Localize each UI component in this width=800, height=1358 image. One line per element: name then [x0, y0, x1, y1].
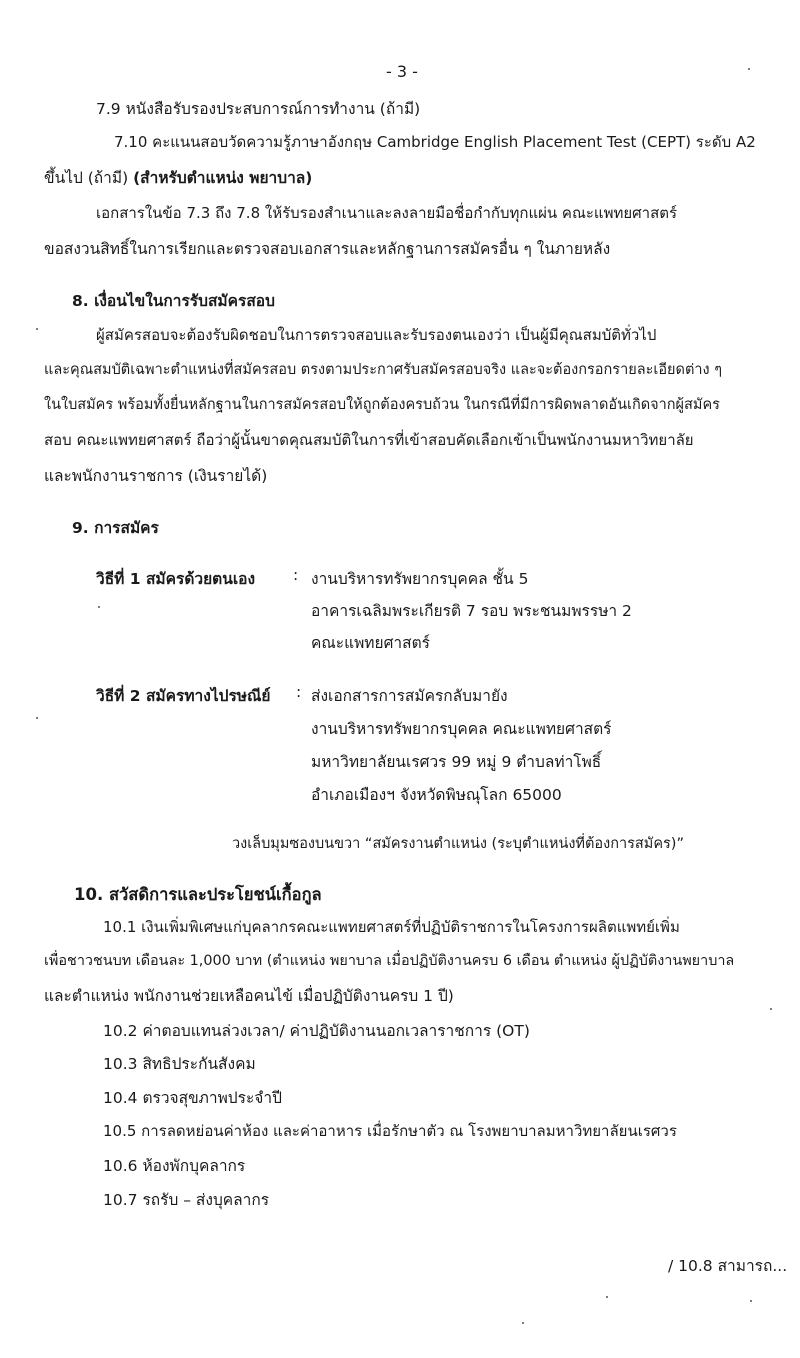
- item-7-9: 7.9 หนังสือรับรองประสบการณ์การทำงาน (ถ้ามี): [96, 100, 421, 118]
- method-1-colon: :: [293, 566, 299, 584]
- scan-speck: [522, 1322, 524, 1324]
- item-10-5: 10.5 การลดหย่อนค่าห้อง และค่าอาหาร เมื่อรักษาตัว ณ โรงพยาบาลมหาวิทยาลัยนเรศวร: [103, 1122, 677, 1140]
- scan-speck: [606, 1296, 608, 1298]
- method-1-label: วิธีที่ 1 สมัครด้วยตนเอง: [96, 570, 256, 588]
- item-10-2: 10.2 ค่าตอบแทนล่วงเวลา/ ค่าปฏิบัติงานนอกเวลาราชการ (OT): [103, 1022, 530, 1040]
- section-8-line4: สอบ คณะแพทยศาสตร์ ถือว่าผู้นั้นขาดคุณสมบัติในการที่เข้าสอบคัดเลือกเข้าเป็นพนักงานมหาวิทยาลัย: [44, 431, 694, 449]
- item-10-3: 10.3 สิทธิประกันสังคม: [103, 1055, 256, 1073]
- scan-speck: [750, 1300, 752, 1302]
- scan-speck: [770, 1008, 772, 1010]
- method-1-address-line1: งานบริหารทรัพยากรบุคคล ชั้น 5: [311, 570, 529, 588]
- item-10-1-line1: 10.1 เงินเพิ่มพิเศษแก่บุคลากรคณะแพทยศาสตร์ที่ปฏิบัติราชการในโครงการผลิตแพทย์เพิ่ม: [103, 918, 680, 936]
- section-10-heading: 10. สวัสดิการและประโยชน์เกื้อกูล: [74, 885, 322, 904]
- section-8-line2: และคุณสมบัติเฉพาะตำแหน่งที่สมัครสอบ ตรงตามประกาศรับสมัครสอบจริง และจะต้องกรอกรายละเอียดต่าง ๆ: [44, 362, 723, 378]
- method-2-address-line2: งานบริหารทรัพยากรบุคคล คณะแพทยศาสตร์: [311, 720, 612, 738]
- item-10-1-line2: เพื่อชาวชนบท เดือนละ 1,000 บาท (ตำแหน่ง พยาบาล เมื่อปฏิบัติงานครบ 6 เดือน ตำแหน่ง ผู้ปฏิบัติงานพยาบาล: [44, 953, 735, 969]
- section-8-line1: ผู้สมัครสอบจะต้องรับผิดชอบในการตรวจสอบและรับรองตนเองว่า เป็นผู้มีคุณสมบัติทั่วไป: [96, 326, 657, 344]
- envelope-note: วงเล็บมุมซองบนขวา “สมัครงานตำแหน่ง (ระบุตำแหน่งที่ต้องการสมัคร)”: [232, 836, 684, 852]
- item-7-10-bold: (สำหรับตำแหน่ง พยาบาล): [133, 169, 313, 187]
- item-7-10-line1: 7.10 คะแนนสอบวัดความรู้ภาษาอังกฤษ Cambridge English Placement Test (CEPT) ระดับ A2: [114, 133, 756, 151]
- method-2-address-line1: ส่งเอกสารการสมัครกลับมายัง: [311, 687, 508, 705]
- method-2-address-line4: อำเภอเมืองฯ จังหวัดพิษณุโลก 65000: [311, 786, 562, 804]
- item-10-6: 10.6 ห้องพักบุคลากร: [103, 1157, 246, 1175]
- method-2-label: วิธีที่ 2 สมัครทางไปรษณีย์: [96, 687, 271, 705]
- method-2-address-line3: มหาวิทยาลัยนเรศวร 99 หมู่ 9 ตำบลท่าโพธิ์: [311, 753, 602, 771]
- scan-speck: [36, 717, 38, 719]
- doc-note-line2: ขอสงวนสิทธิ์ในการเรียกและตรวจสอบเอกสารและหลักฐานการสมัครอื่น ๆ ในภายหลัง: [44, 240, 611, 258]
- doc-note-line1: เอกสารในข้อ 7.3 ถึง 7.8 ให้รับรองสำเนาและลงลายมือชื่อกำกับทุกแผ่น คณะแพทยศาสตร์: [96, 204, 678, 222]
- item-10-4: 10.4 ตรวจสุขภาพประจำปี: [103, 1089, 282, 1107]
- section-8-line5: และพนักงานราชการ (เงินรายได้): [44, 467, 268, 485]
- method-1-address-line3: คณะแพทยศาสตร์: [311, 634, 430, 652]
- scan-speck: [748, 68, 750, 70]
- section-8-heading: 8. เงื่อนไขในการรับสมัครสอบ: [72, 292, 275, 310]
- scan-speck: [98, 606, 100, 608]
- item-7-10-line2: [44, 165, 312, 190]
- method-2-colon: :: [296, 683, 302, 701]
- section-8-line3: ในใบสมัคร พร้อมทั้งยื่นหลักฐานในการสมัครสอบให้ถูกต้องครบถ้วน ในกรณีที่มีการผิดพลาดอันเกิดจากผู้สมัคร: [44, 397, 720, 413]
- item-10-1-line3: และตำแหน่ง พนักงานช่วยเหลือคนไข้ เมื่อปฏิบัติงานครบ 1 ปี): [44, 987, 454, 1005]
- section-9-heading: 9. การสมัคร: [72, 519, 159, 537]
- item-10-7: 10.7 รถรับ – ส่งบุคลากร: [103, 1191, 270, 1209]
- item-7-10-plain: ขึ้นไป (ถ้ามี): [44, 169, 134, 187]
- continuation-note: / 10.8 สามารถ...: [668, 1257, 788, 1275]
- page-number: - 3 -: [386, 62, 418, 81]
- method-1-address-line2: อาคารเฉลิมพระเกียรติ 7 รอบ พระชนมพรรษา 2: [311, 602, 632, 620]
- scan-speck: [36, 328, 38, 330]
